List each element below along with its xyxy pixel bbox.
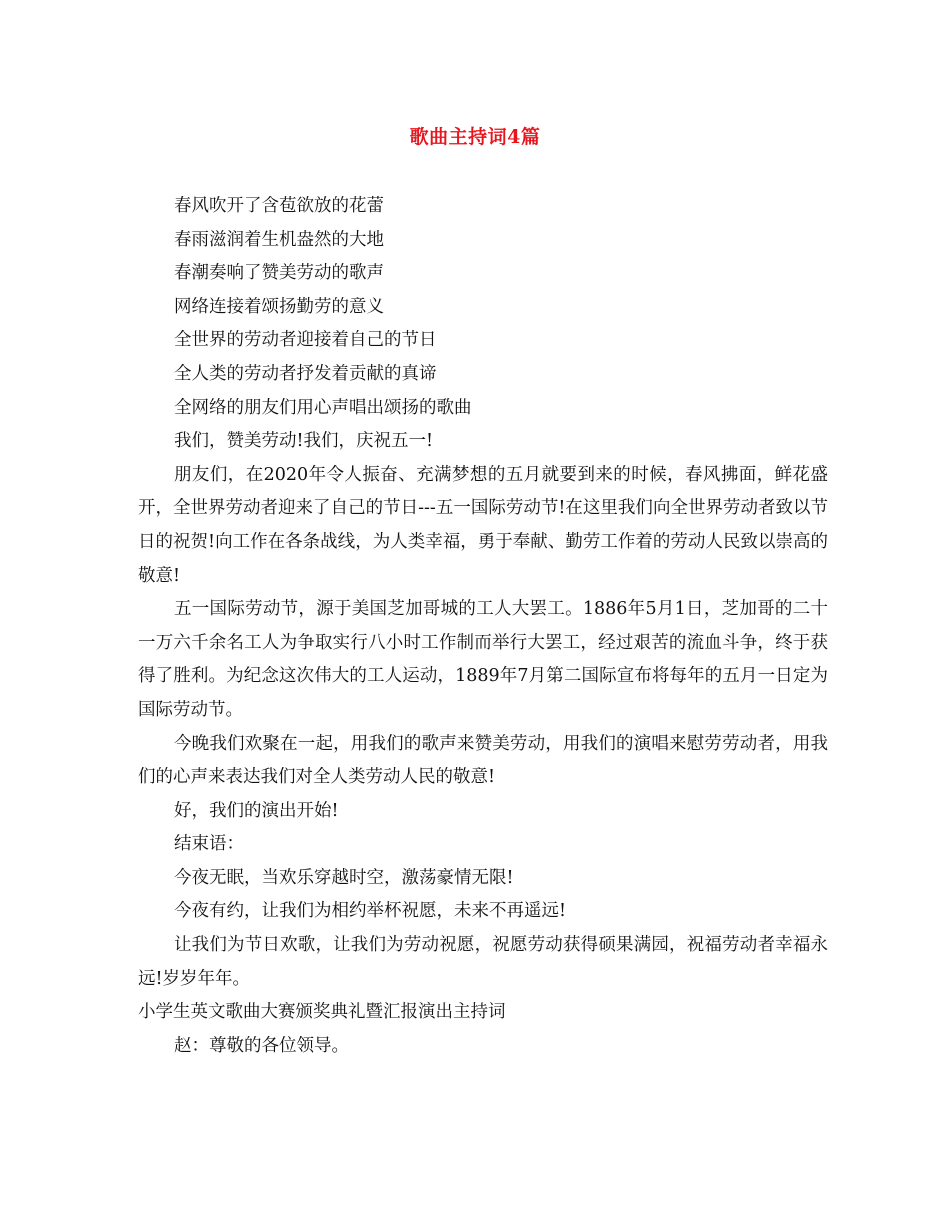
paragraph: 春潮奏响了赞美劳动的歌声 — [174, 263, 384, 284]
paragraph: 春风吹开了含苞欲放的花蕾 — [174, 196, 384, 216]
paragraph: 全世界的劳动者迎接着自己的节日 — [174, 330, 437, 351]
paragraph: 全网络的朋友们用心声唱出颂扬的歌曲 — [174, 397, 472, 418]
paragraph: 今夜有约，让我们为相约举杯祝愿，未来不再遥远! — [174, 901, 567, 922]
paragraph: 春雨滋润着生机盎然的大地 — [174, 229, 384, 250]
paragraph: 今晚我们欢聚在一起，用我们的歌声来赞美劳动，用我们的演唱来慰劳劳动者，用我们的心声来表达我们对全人类劳动人民的敬意! — [138, 733, 828, 788]
paragraph: 五一国际劳动节，源于美国芝加哥城的工人大罢工。1886年5月1日，芝加哥的二十一万六千余名工人为争取实行八小时工作制而举行大罢工，经过艰苦的流血斗争，终于获得了胜利。为纪念这次伟大的工人运动，1889年7月第二国际宣布将每年的五月一日定为国际劳动节。 — [138, 599, 828, 720]
paragraph: 网络连接着颂扬勤劳的意义 — [174, 296, 384, 317]
paragraph: 我们，赞美劳动!我们，庆祝五一! — [174, 431, 434, 452]
paragraph: 结束语： — [174, 834, 244, 855]
document-title: 歌曲主持词4篇 — [409, 126, 541, 148]
section-heading: 小学生英文歌曲大赛颁奖典礼暨汇报演出主持词 — [138, 1002, 506, 1023]
paragraph: 赵：尊敬的各位领导。 — [174, 1035, 349, 1056]
paragraph: 今夜无眠，当欢乐穿越时空，激荡豪情无限! — [174, 867, 514, 888]
paragraph: 朋友们，在2020年令人振奋、充满梦想的五月就要到来的时候，春风拂面，鲜花盛开，全世界劳动者迎来了自己的节日---五一国际劳动节!在这里我们向全世界劳动者致以节日的祝贺!向工作在各条战线，为人类幸福，勇于奉献、勤劳工作着的劳动人民致以崇高的敬意! — [138, 464, 828, 586]
paragraph: 好，我们的演出开始! — [174, 800, 339, 821]
paragraph: 全人类的劳动者抒发着贡献的真谛 — [174, 363, 437, 384]
paragraph: 让我们为节日欢歌，让我们为劳动祝愿，祝愿劳动获得硕果满园，祝福劳动者幸福永远!岁岁年年。 — [138, 935, 828, 989]
document-body — [138, 190, 828, 1063]
